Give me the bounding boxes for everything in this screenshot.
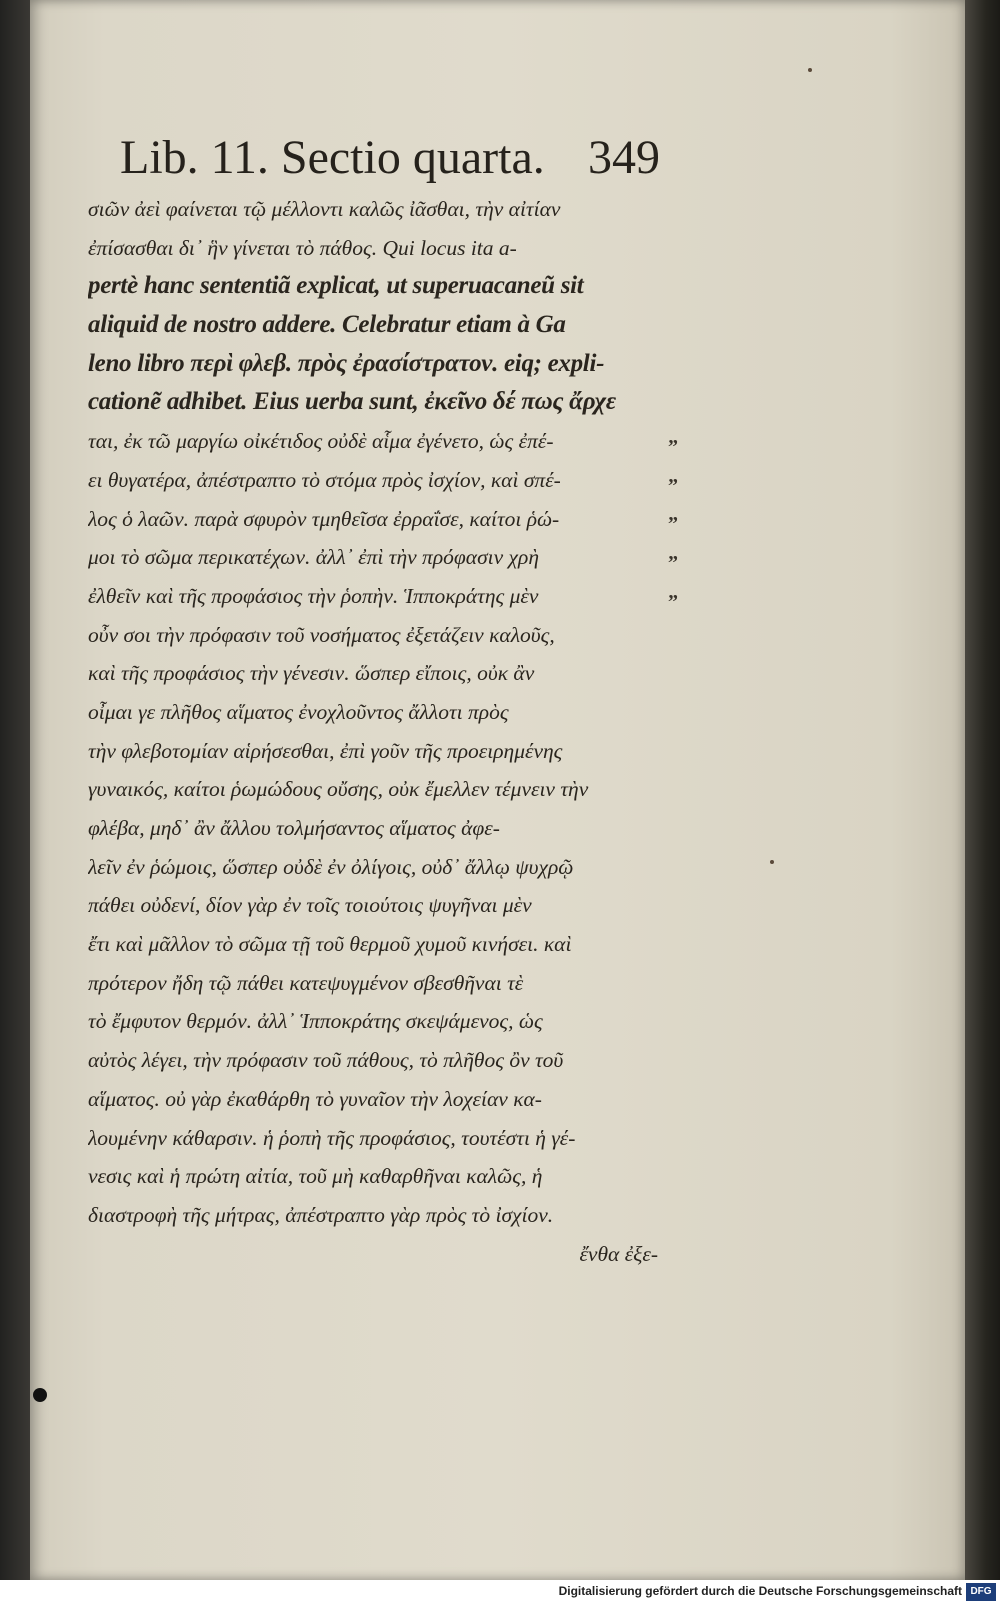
- quote-mark: ”: [668, 590, 678, 613]
- text-line: πάθει οὐδενί, δίον γὰρ ἐν τοῖς τοιούτοις ψυγῆναι μὲν: [88, 893, 532, 918]
- footer-bar: [0, 1580, 1000, 1605]
- text-line: σιῶν ἀεὶ φαίνεται τῷ μέλλοντι καλῶς ἰᾶσθαι, τὴν αἰτίαν: [88, 197, 561, 221]
- text-line: διαστροφὴ τῆς μήτρας, ἀπέστραπτο γὰρ πρὸς τὸ ἰσχίον.: [88, 1202, 554, 1227]
- quote-mark: ”: [668, 552, 678, 575]
- text-line: λος ὁ λαῶν. παρὰ σφυρὸν τμηθεῖσα ἐρραΐσε, καίτοι ῥώ-: [88, 506, 560, 531]
- text-line: πρότερον ἤδη τῷ πάθει κατεψυγμένον σβεσθῆναι τὲ: [88, 970, 524, 995]
- paper-speck: [808, 68, 812, 72]
- text-line: aliquid de nostro addere. Celebratur etiam à Ga: [88, 311, 566, 339]
- margin-quote-marks: [668, 428, 678, 621]
- text-line: ἐλθεῖν καὶ τῆς προφάσιος τὴν ῥοπὴν. Ἱπποκράτης μὲν: [88, 583, 539, 608]
- text-line: ει θυγατέρα, ἀπέστραπτο τὸ στόμα πρὸς ἰσχίον, καὶ σπέ-: [88, 467, 561, 492]
- dfg-logo-icon: DFG: [966, 1583, 996, 1601]
- text-line: leno libro περὶ φλεβ. πρὸς ἐρασίστρατον. eiq; expli-: [88, 349, 605, 377]
- page-edge-shadow: [965, 0, 1000, 1580]
- text-line: οὖν σοι τὴν πρόφασιν τοῦ νοσήματος ἐξετάζειν καλοῦς,: [88, 622, 555, 647]
- text-line: λουμένην κάθαρσιν. ἡ ῥοπὴ τῆς προφάσιος, τουτέστι ἡ γέ-: [88, 1125, 576, 1150]
- text-line: μοι τὸ σῶμα περικατέχων. ἀλλ᾽ ἐπὶ τὴν πρόφασιν χρὴ: [88, 545, 540, 570]
- text-line: φλέβα, μηδ᾽ ἂν ἄλλου τολμήσαντος αἵματος ἀφε-: [88, 816, 500, 840]
- text-line: λεῖν ἐν ῥώμοις, ὥσπερ οὐδὲ ἐν ὀλίγοις, οὐδ᾽ ἄλλῳ ψυχρῷ: [88, 854, 574, 879]
- text-line: ἐπίσασθαι δι᾽ ἣν γίνεται τὸ πάθος. Qui locus ita a-: [88, 235, 517, 260]
- paper-speck: [770, 860, 774, 864]
- text-line: αὐτὸς λέγει, τὴν πρόφασιν τοῦ πάθους, τὸ πλῆθος ὂν τοῦ: [88, 1048, 564, 1073]
- quote-mark: ”: [668, 436, 678, 458]
- quote-mark: ”: [668, 513, 678, 536]
- catchword: ἔνθα ἐξε-: [579, 1241, 658, 1266]
- text-line: γυναικός, καίτοι ῥωμώδους οὔσης, οὐκ ἔμελλεν τέμνειν τὴν: [88, 777, 589, 802]
- text-line: ται, ἐκ τῶ μαργίω οἰκέτιδος οὐδὲ αἷμα ἐγένετο, ὡς ἐπέ-: [88, 429, 554, 454]
- running-title: Lib. 11. Sectio quarta.: [120, 131, 545, 184]
- text-line: αἵματος. οὐ γὰρ ἐκαθάρθη τὸ γυναῖον τὴν λοχείαν κα-: [88, 1086, 542, 1111]
- text-line: cationẽ adhibet. Eius uerba sunt, ἐκεῖνο δέ πως ἄρχε: [88, 388, 616, 416]
- body-text-block: [88, 190, 658, 1273]
- ink-blot: [33, 1388, 47, 1402]
- running-header: [120, 130, 660, 190]
- page-number: 349: [588, 131, 660, 184]
- quote-mark: ”: [668, 474, 678, 497]
- funding-credit: Digitalisierung gefördert durch die Deutsche Forschungsgemeinschaft: [558, 1584, 962, 1598]
- text-line: οἶμαι γε πλῆθος αἵματος ἐνοχλοῦντος ἄλλοτι πρὸς: [88, 699, 509, 724]
- text-line: καὶ τῆς προφάσιος τὴν γένεσιν. ὥσπερ εἴποις, οὐκ ἂν: [88, 661, 535, 686]
- text-line: ἔτι καὶ μᾶλλον τὸ σῶμα τῇ τοῦ θερμοῦ χυμοῦ κινήσει. καὶ: [88, 932, 572, 957]
- text-line: τὴν φλεβοτομίαν αἱρήσεσθαι, ἐπὶ γοῦν τῆς προειρημένης: [88, 738, 563, 763]
- text-line: νεσις καὶ ἡ πρώτη αἰτία, τοῦ μὴ καθαρθῆναι καλῶς, ἡ: [88, 1164, 543, 1189]
- text-line: τὸ ἔμφυτον θερμόν. ἀλλ᾽ Ἱπποκράτης σκεψάμενος, ὡς: [88, 1009, 543, 1034]
- text-line: pertè hanc sententiã explicat, ut superuacaneũ sit: [88, 272, 584, 300]
